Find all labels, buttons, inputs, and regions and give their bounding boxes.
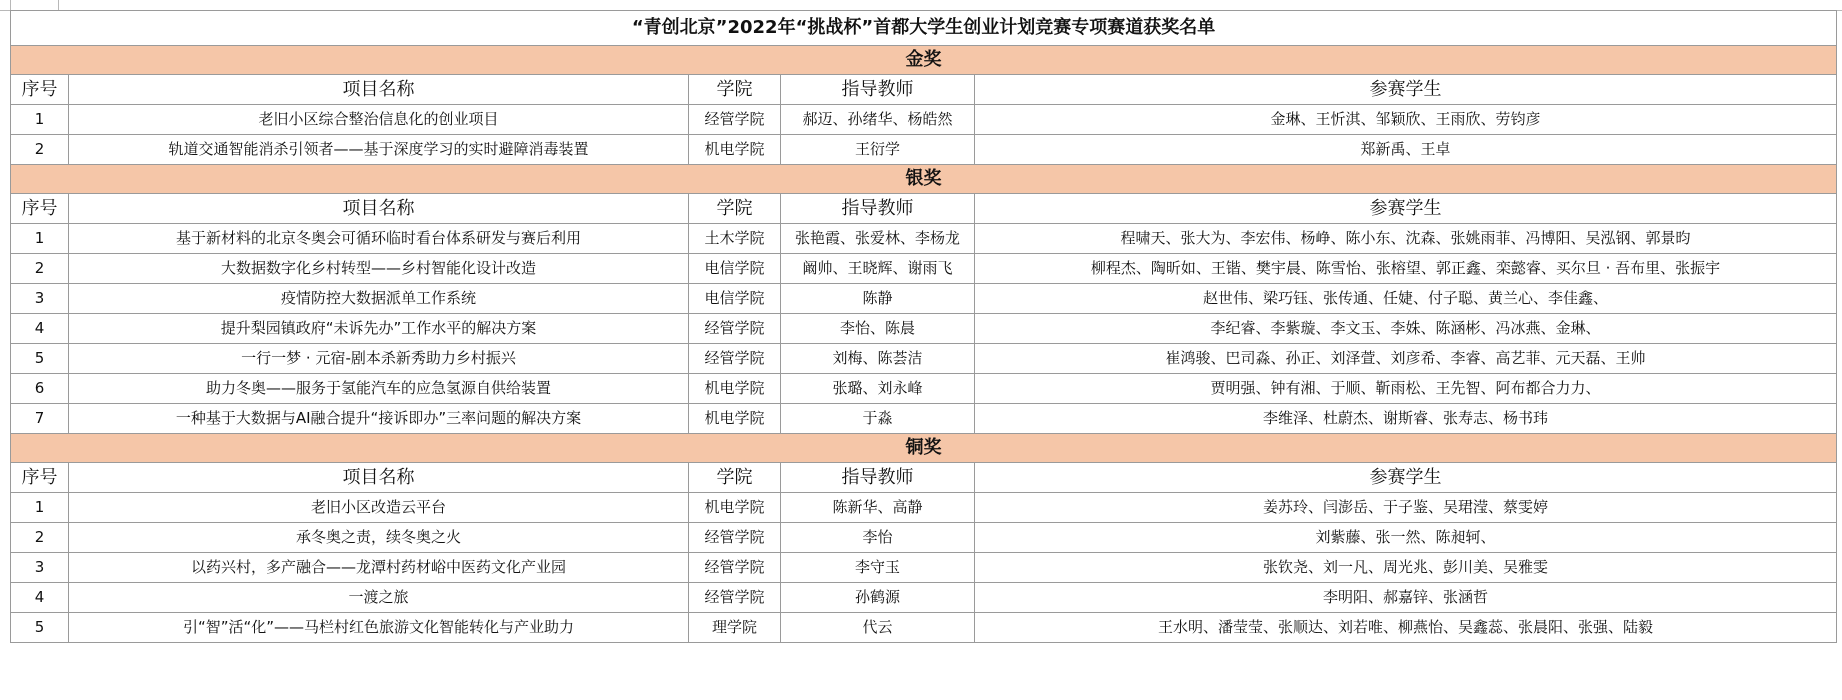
table-row (11, 254, 1837, 284)
cell-project: 老旧小区综合整治信息化的创业项目 (69, 105, 689, 135)
cell-project: 助力冬奥——服务于氢能汽车的应急氢源自供给装置 (69, 374, 689, 404)
table-row (11, 583, 1837, 613)
header-advisor: 指导教师 (781, 463, 975, 493)
table-row (11, 344, 1837, 374)
table-row (11, 613, 1837, 643)
cell-students: 郑新禹、王卓 (975, 135, 1837, 165)
cell-students: 赵世伟、梁巧钰、张传通、任婕、付子聪、黄兰心、李佳鑫、 (975, 284, 1837, 314)
cell-advisor: 陈静 (781, 284, 975, 314)
title-row (11, 11, 1837, 46)
cell-advisor: 代云 (781, 613, 975, 643)
header-college: 学院 (689, 75, 781, 105)
cell-no: 2 (11, 523, 69, 553)
cell-project: 提升梨园镇政府“未诉先办”工作水平的解决方案 (69, 314, 689, 344)
cell-no: 5 (11, 344, 69, 374)
cell-college: 土木学院 (689, 224, 781, 254)
cell-students: 金琳、王忻淇、邹颖欣、王雨欣、劳钧彦 (975, 105, 1837, 135)
cell-project: 引“智”活“化”——马栏村红色旅游文化智能转化与产业助力 (69, 613, 689, 643)
cell-college: 电信学院 (689, 284, 781, 314)
cell-students: 李明阳、郝嘉锌、张涵哲 (975, 583, 1837, 613)
grid-line (10, 0, 11, 10)
section-title: 铜奖 (11, 434, 1837, 463)
cell-students: 柳程杰、陶昕如、王锴、樊宇晨、陈雪怡、张榕望、郭正鑫、栾懿睿、买尔旦 · 吾布里、张振宇 (975, 254, 1837, 284)
header-students: 参赛学生 (975, 75, 1837, 105)
cell-no: 1 (11, 105, 69, 135)
cell-project: 承冬奥之责，续冬奥之火 (69, 523, 689, 553)
header-project: 项目名称 (69, 194, 689, 224)
cell-advisor: 郝迈、孙绪华、杨皓然 (781, 105, 975, 135)
section-title: 金奖 (11, 46, 1837, 75)
cell-advisor: 李怡、陈晨 (781, 314, 975, 344)
table-row (11, 374, 1837, 404)
cell-advisor: 张艳霞、张爱林、李杨龙 (781, 224, 975, 254)
cell-students: 李纪睿、李紫璇、李文玉、李姝、陈涵彬、冯冰燕、金琳、 (975, 314, 1837, 344)
cell-students: 张钦尧、刘一凡、周光兆、彭川美、吴雅雯 (975, 553, 1837, 583)
cell-advisor: 阚帅、王晓辉、谢雨飞 (781, 254, 975, 284)
cell-no: 4 (11, 314, 69, 344)
cell-advisor: 李怡 (781, 523, 975, 553)
cell-advisor: 刘梅、陈荟洁 (781, 344, 975, 374)
cell-college: 电信学院 (689, 254, 781, 284)
cell-project: 一渡之旅 (69, 583, 689, 613)
cell-college: 机电学院 (689, 135, 781, 165)
cell-students: 姜苏玲、闫澎岳、于子鉴、吴珺滢、蔡雯婷 (975, 493, 1837, 523)
header-students: 参赛学生 (975, 463, 1837, 493)
table-row (11, 553, 1837, 583)
header-project: 项目名称 (69, 75, 689, 105)
cell-no: 6 (11, 374, 69, 404)
cell-advisor: 陈新华、高静 (781, 493, 975, 523)
cell-students: 刘紫藤、张一然、陈昶轲、 (975, 523, 1837, 553)
cell-no: 1 (11, 224, 69, 254)
cell-project: 大数据数字化乡村转型——乡村智能化设计改造 (69, 254, 689, 284)
section-title: 银奖 (11, 165, 1837, 194)
table-row (11, 404, 1837, 434)
cell-project: 以药兴村，多产融合——龙潭村药材峪中医药文化产业园 (69, 553, 689, 583)
header-advisor: 指导教师 (781, 75, 975, 105)
header-project: 项目名称 (69, 463, 689, 493)
cell-no: 2 (11, 254, 69, 284)
cell-project: 一行一梦 · 元宿-剧本杀新秀助力乡村振兴 (69, 344, 689, 374)
table-row (11, 135, 1837, 165)
header-no: 序号 (11, 194, 69, 224)
header-row (11, 194, 1837, 224)
cell-college: 机电学院 (689, 404, 781, 434)
header-no: 序号 (11, 463, 69, 493)
cell-college: 理学院 (689, 613, 781, 643)
header-row (11, 463, 1837, 493)
section-row (11, 46, 1837, 75)
cell-advisor: 张璐、刘永峰 (781, 374, 975, 404)
cell-no: 3 (11, 284, 69, 314)
cell-college: 经管学院 (689, 105, 781, 135)
cell-no: 2 (11, 135, 69, 165)
cell-no: 7 (11, 404, 69, 434)
cell-no: 4 (11, 583, 69, 613)
cell-college: 经管学院 (689, 523, 781, 553)
table-title: “青创北京”2022年“挑战杯”首都大学生创业计划竞赛专项赛道获奖名单 (11, 11, 1837, 46)
cell-college: 经管学院 (689, 583, 781, 613)
table-row (11, 523, 1837, 553)
cell-students: 程啸天、张大为、李宏伟、杨峥、陈小东、沈森、张姚雨菲、冯博阳、吴泓钢、郭景昀 (975, 224, 1837, 254)
cell-college: 经管学院 (689, 553, 781, 583)
cell-college: 经管学院 (689, 314, 781, 344)
cell-students: 李维泽、杜蔚杰、谢斯睿、张寿志、杨书玮 (975, 404, 1837, 434)
section-row (11, 434, 1837, 463)
table-row (11, 224, 1837, 254)
cell-project: 老旧小区改造云平台 (69, 493, 689, 523)
table-row (11, 105, 1837, 135)
cell-project: 轨道交通智能消杀引领者——基于深度学习的实时避障消毒装置 (69, 135, 689, 165)
cell-no: 3 (11, 553, 69, 583)
cell-project: 基于新材料的北京冬奥会可循环临时看台体系研发与赛后利用 (69, 224, 689, 254)
cell-students: 王水明、潘莹莹、张顺达、刘若唯、柳燕怡、吴鑫蕊、张晨阳、张强、陆毅 (975, 613, 1837, 643)
cell-students: 崔鸿骏、巴司淼、孙正、刘泽萱、刘彦希、李睿、高艺菲、元天磊、王帅 (975, 344, 1837, 374)
cell-project: 一种基于大数据与AI融合提升“接诉即办”三率问题的解决方案 (69, 404, 689, 434)
header-students: 参赛学生 (975, 194, 1837, 224)
cell-college: 机电学院 (689, 374, 781, 404)
table-row (11, 493, 1837, 523)
cell-college: 机电学院 (689, 493, 781, 523)
cell-advisor: 李守玉 (781, 553, 975, 583)
cell-no: 5 (11, 613, 69, 643)
section-row (11, 165, 1837, 194)
grid-line (58, 0, 59, 10)
cell-advisor: 于淼 (781, 404, 975, 434)
cell-no: 1 (11, 493, 69, 523)
header-row (11, 75, 1837, 105)
header-advisor: 指导教师 (781, 194, 975, 224)
header-no: 序号 (11, 75, 69, 105)
cell-college: 经管学院 (689, 344, 781, 374)
header-college: 学院 (689, 463, 781, 493)
table-row (11, 284, 1837, 314)
award-table (10, 10, 1837, 643)
cell-advisor: 王衍学 (781, 135, 975, 165)
cell-advisor: 孙鹤源 (781, 583, 975, 613)
table-row (11, 314, 1837, 344)
cell-students: 贾明强、钟有湘、于顺、靳雨松、王先智、阿布都合力力、 (975, 374, 1837, 404)
header-college: 学院 (689, 194, 781, 224)
cell-project: 疫情防控大数据派单工作系统 (69, 284, 689, 314)
